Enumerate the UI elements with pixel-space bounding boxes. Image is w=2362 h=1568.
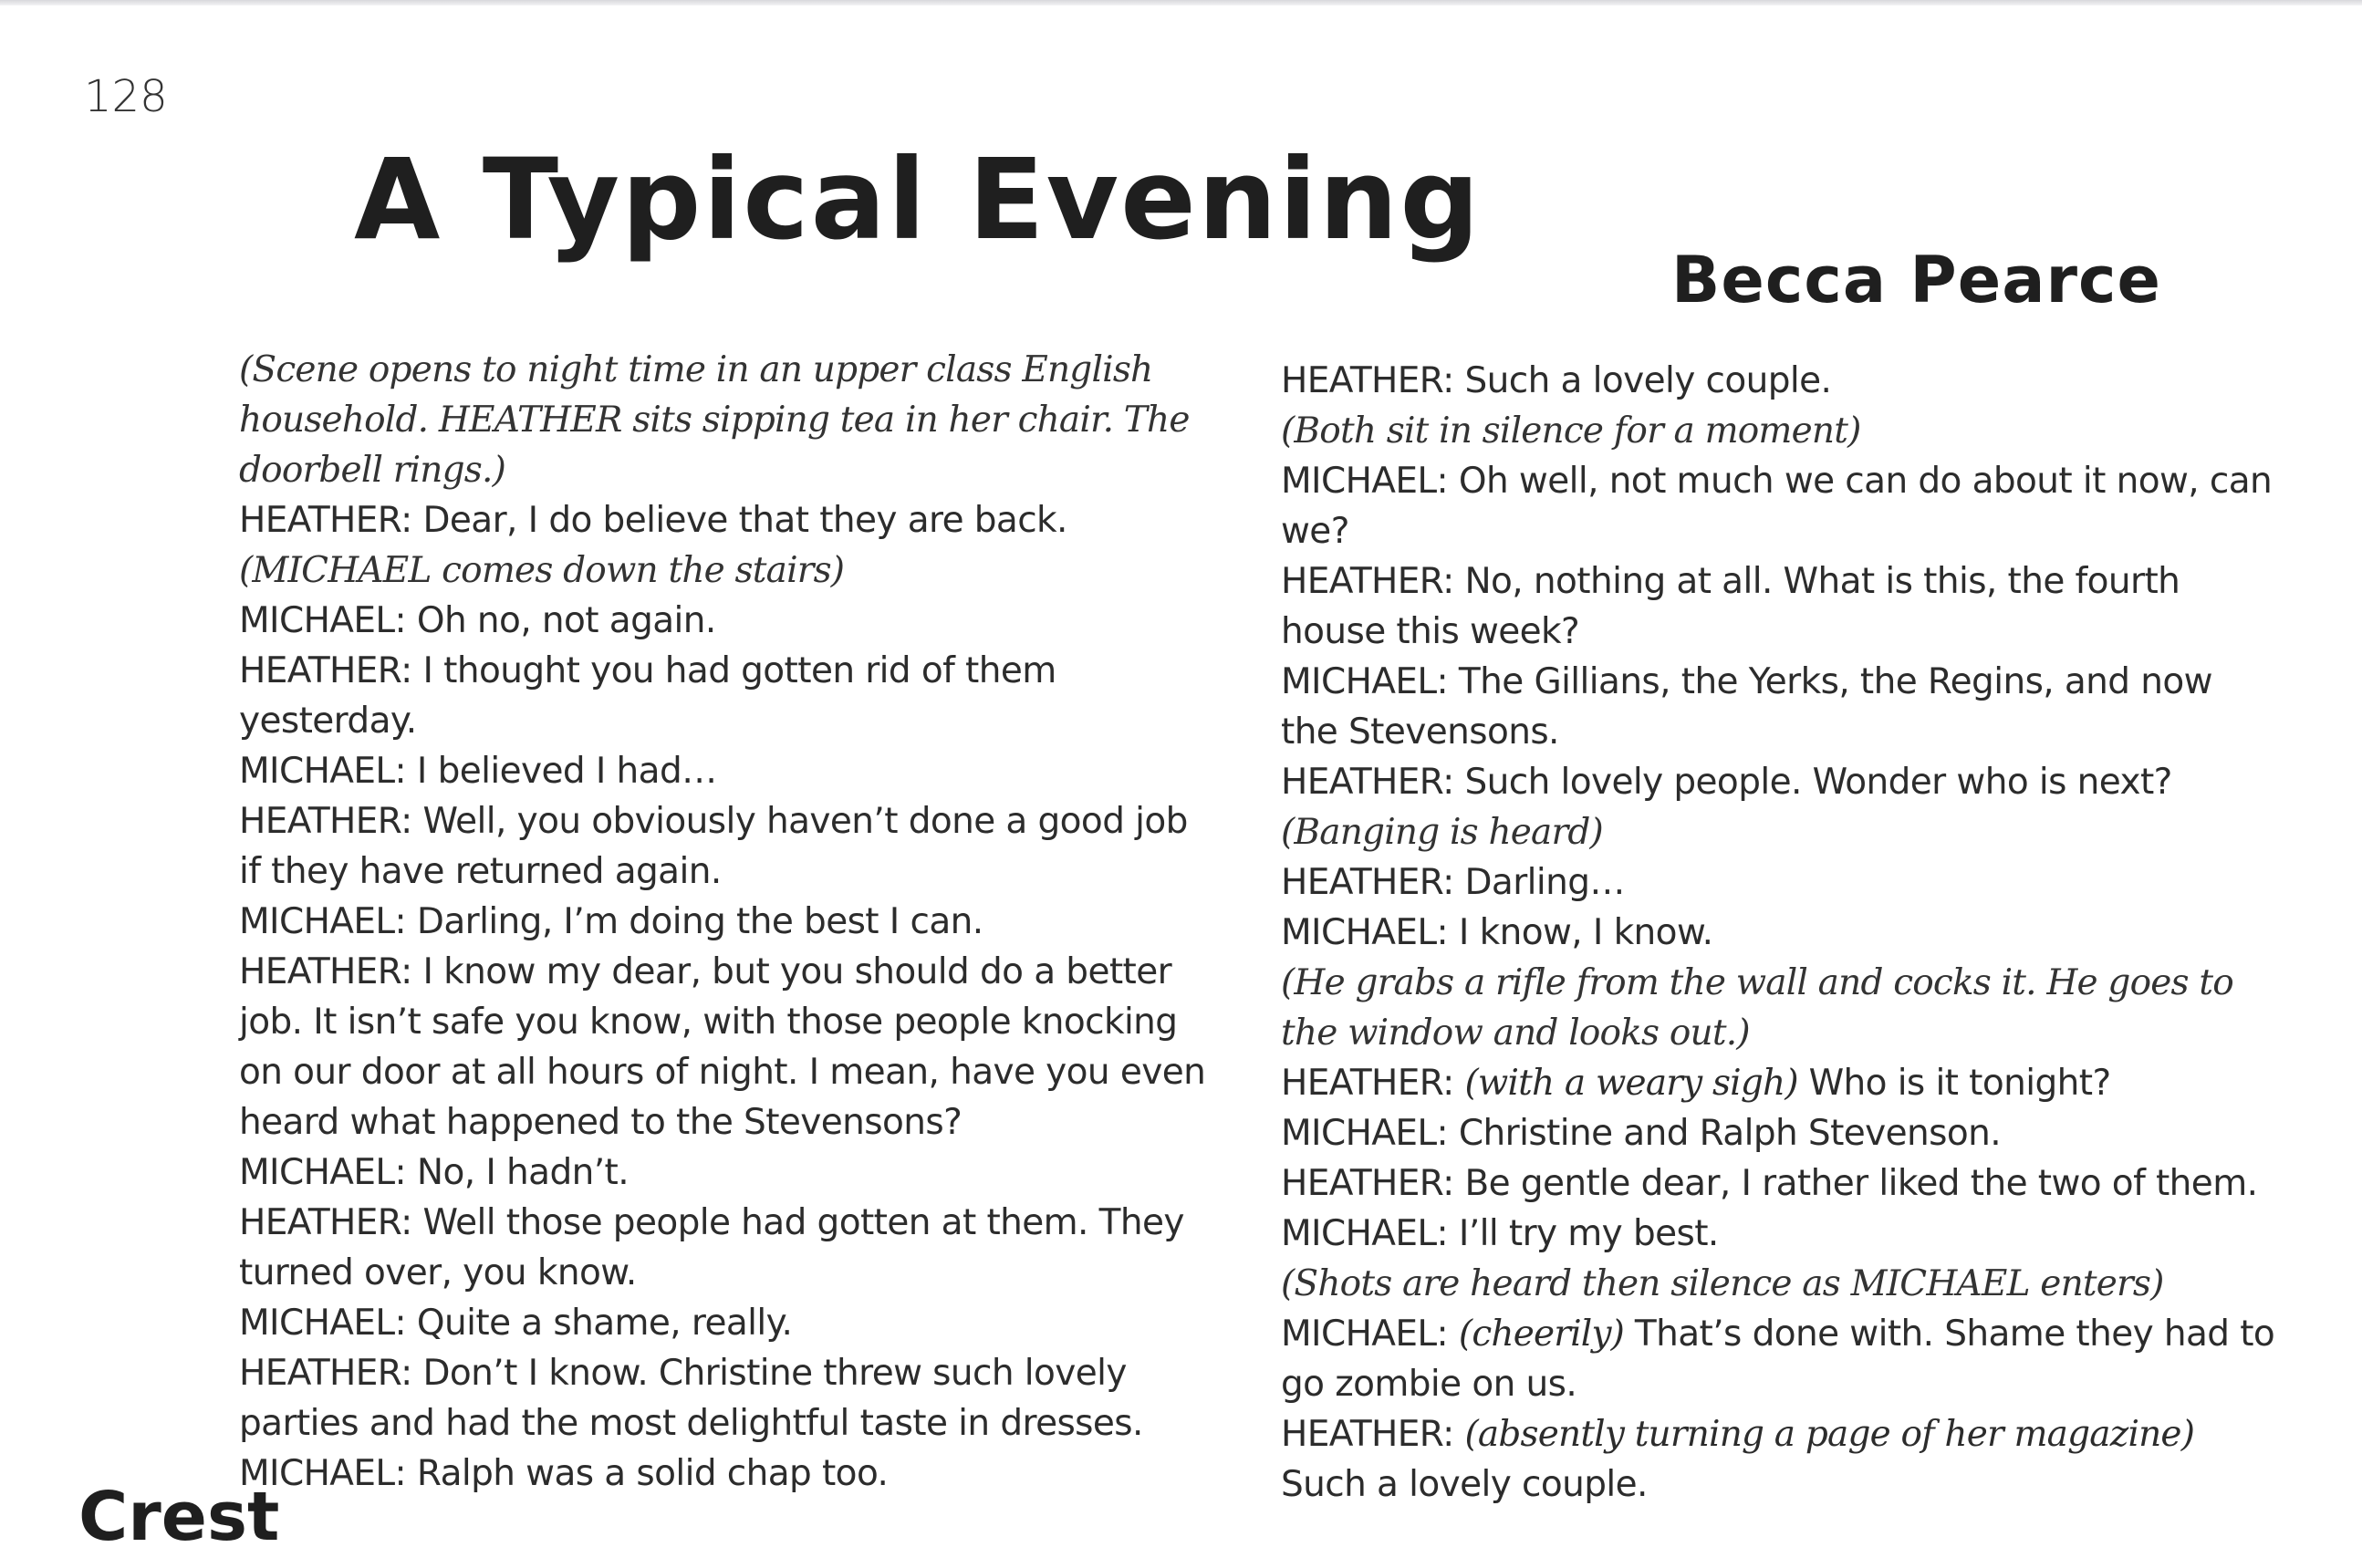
dialogue-line (1281, 456, 2275, 556)
dialogue-text: No, I hadn’t. (416, 1152, 630, 1193)
dialogue-text: I thought you had gotten rid of them yesterday. (239, 650, 1056, 742)
speaker-name: HEATHER: (1281, 561, 1454, 602)
dialogue-text: Such lovely people. Wonder who is next? (1464, 762, 2172, 803)
speaker-name: MICHAEL: (1281, 661, 1449, 702)
inline-stage-direction: (with a weary sigh) (1464, 1063, 1798, 1104)
speaker-name: MICHAEL: (1281, 1314, 1449, 1355)
dialogue-line (1281, 757, 2275, 807)
dialogue-text: Oh no, not again. (416, 600, 716, 641)
dialogue-line (239, 796, 1206, 897)
dialogue-text: Don’t I know. Christine threw such lovely parties and had the most delightful taste in dresses. (239, 1353, 1143, 1444)
dialogue-text: Well those people had gotten at them. They turned over, you know. (239, 1202, 1184, 1293)
speaker-name: MICHAEL: (1281, 912, 1449, 953)
speaker-name: HEATHER: (239, 1353, 412, 1394)
speaker-name: HEATHER: (239, 650, 412, 691)
speaker-name: MICHAEL: (239, 1453, 407, 1494)
speaker-name: MICHAEL: (1281, 1113, 1449, 1154)
speaker-name: HEATHER: (1281, 1063, 1454, 1104)
dialogue-line (239, 1198, 1206, 1298)
dialogue-text: Such a lovely couple. (1464, 360, 1832, 401)
dialogue-text: Be gentle dear, I rather liked the two of them. (1464, 1163, 2258, 1204)
dialogue-line (1281, 1409, 2275, 1510)
speaker-name: MICHAEL: (239, 600, 407, 641)
dialogue-line (239, 1147, 1206, 1198)
stage-direction: (MICHAEL comes down the stairs) (239, 550, 845, 591)
inline-stage-direction: (absently turning a page of her magazine) (1464, 1414, 2195, 1455)
stage-direction: (Banging is heard) (1281, 812, 1603, 853)
speaker-name: MICHAEL: (1281, 1213, 1449, 1254)
dialogue-line (239, 1449, 1206, 1499)
dialogue-text: No, nothing at all. What is this, the fourth house this week? (1281, 561, 2180, 652)
dialogue-text: Christine and Ralph Stevenson. (1458, 1113, 2002, 1154)
dialogue-text: The Gillians, the Yerks, the Regins, and now the Stevensons. (1281, 661, 2212, 753)
speaker-name: MICHAEL: (1281, 461, 1449, 502)
dialogue-text: I’ll try my best. (1458, 1213, 1719, 1254)
dialogue-text: Dear, I do believe that they are back. (422, 500, 1067, 541)
dialogue-line (1281, 657, 2275, 757)
dialogue-text: Oh well, not much we can do about it now, can we? (1281, 461, 2273, 552)
dialogue-text: Darling… (1464, 862, 1625, 903)
speaker-name: HEATHER: (1281, 762, 1454, 803)
speaker-name: MICHAEL: (239, 1152, 407, 1193)
dialogue-line (1281, 1209, 2275, 1259)
speaker-name: HEATHER: (1281, 862, 1454, 903)
dialogue-text: Ralph was a solid chap too. (416, 1453, 889, 1494)
dialogue-text: I believed I had… (416, 751, 717, 792)
script-column-right (1281, 356, 2275, 1510)
speaker-name: HEATHER: (239, 1202, 412, 1243)
speaker-name: MICHAEL: (239, 901, 407, 942)
stage-direction: (Shots are heard then silence as MICHAEL enters) (1281, 1263, 2164, 1304)
dialogue-line (1281, 356, 2275, 406)
dialogue-line (239, 897, 1206, 947)
script-column-left (239, 345, 1206, 1499)
dialogue-line (1281, 1058, 2275, 1108)
dialogue-line (239, 947, 1206, 1147)
dialogue-line (239, 596, 1206, 646)
stage-direction: (Scene opens to night time in an upper class English household. HEATHER sits sipping tea in her chair. The doorbell rings.) (239, 349, 1190, 491)
speaker-name: MICHAEL: (239, 751, 407, 792)
dialogue-text: That’s done with. Shame they had to go zombie on us. (1281, 1314, 2275, 1405)
author-name: Becca Pearce (1671, 243, 2161, 317)
publication-brand: Crest (78, 1478, 280, 1556)
dialogue-line (239, 1298, 1206, 1348)
dialogue-line (1281, 857, 2275, 908)
dialogue-line (239, 495, 1206, 545)
speaker-name: HEATHER: (239, 801, 412, 842)
speaker-name: MICHAEL: (239, 1303, 407, 1344)
speaker-name: HEATHER: (239, 951, 412, 992)
dialogue-text: I know, I know. (1458, 912, 1713, 953)
stage-direction: (He grabs a rifle from the wall and cocks it. He goes to the window and looks out.) (1281, 962, 2233, 1054)
page-top-edge (0, 0, 2362, 5)
dialogue-line (1281, 1158, 2275, 1209)
dialogue-text: I know my dear, but you should do a better job. It isn’t safe you know, with those people knocking on our door at all hours of night. I mean, have you even heard what happened to the Stevensons? (239, 951, 1206, 1143)
page-title: A Typical Evening (354, 135, 1482, 265)
speaker-name: HEATHER: (1281, 1163, 1454, 1204)
dialogue-line (1281, 556, 2275, 657)
speaker-name: HEATHER: (1281, 360, 1454, 401)
inline-stage-direction: (cheerily) (1458, 1314, 1625, 1355)
page-number: 128 (84, 71, 168, 122)
dialogue-text: Who is it tonight? (1808, 1063, 2111, 1104)
dialogue-text: Quite a shame, really. (416, 1303, 793, 1344)
dialogue-text: Darling, I’m doing the best I can. (416, 901, 983, 942)
dialogue-line (1281, 908, 2275, 958)
speaker-name: HEATHER: (239, 500, 412, 541)
dialogue-line (1281, 1108, 2275, 1158)
dialogue-text: Such a lovely couple. (1281, 1464, 1648, 1505)
speaker-name: HEATHER: (1281, 1414, 1454, 1455)
stage-direction: (Both sit in silence for a moment) (1281, 410, 1861, 452)
dialogue-line (1281, 1309, 2275, 1409)
dialogue-text: Well, you obviously haven’t done a good job if they have returned again. (239, 801, 1188, 892)
dialogue-line (239, 746, 1206, 796)
dialogue-line (239, 1348, 1206, 1449)
dialogue-line (239, 646, 1206, 746)
